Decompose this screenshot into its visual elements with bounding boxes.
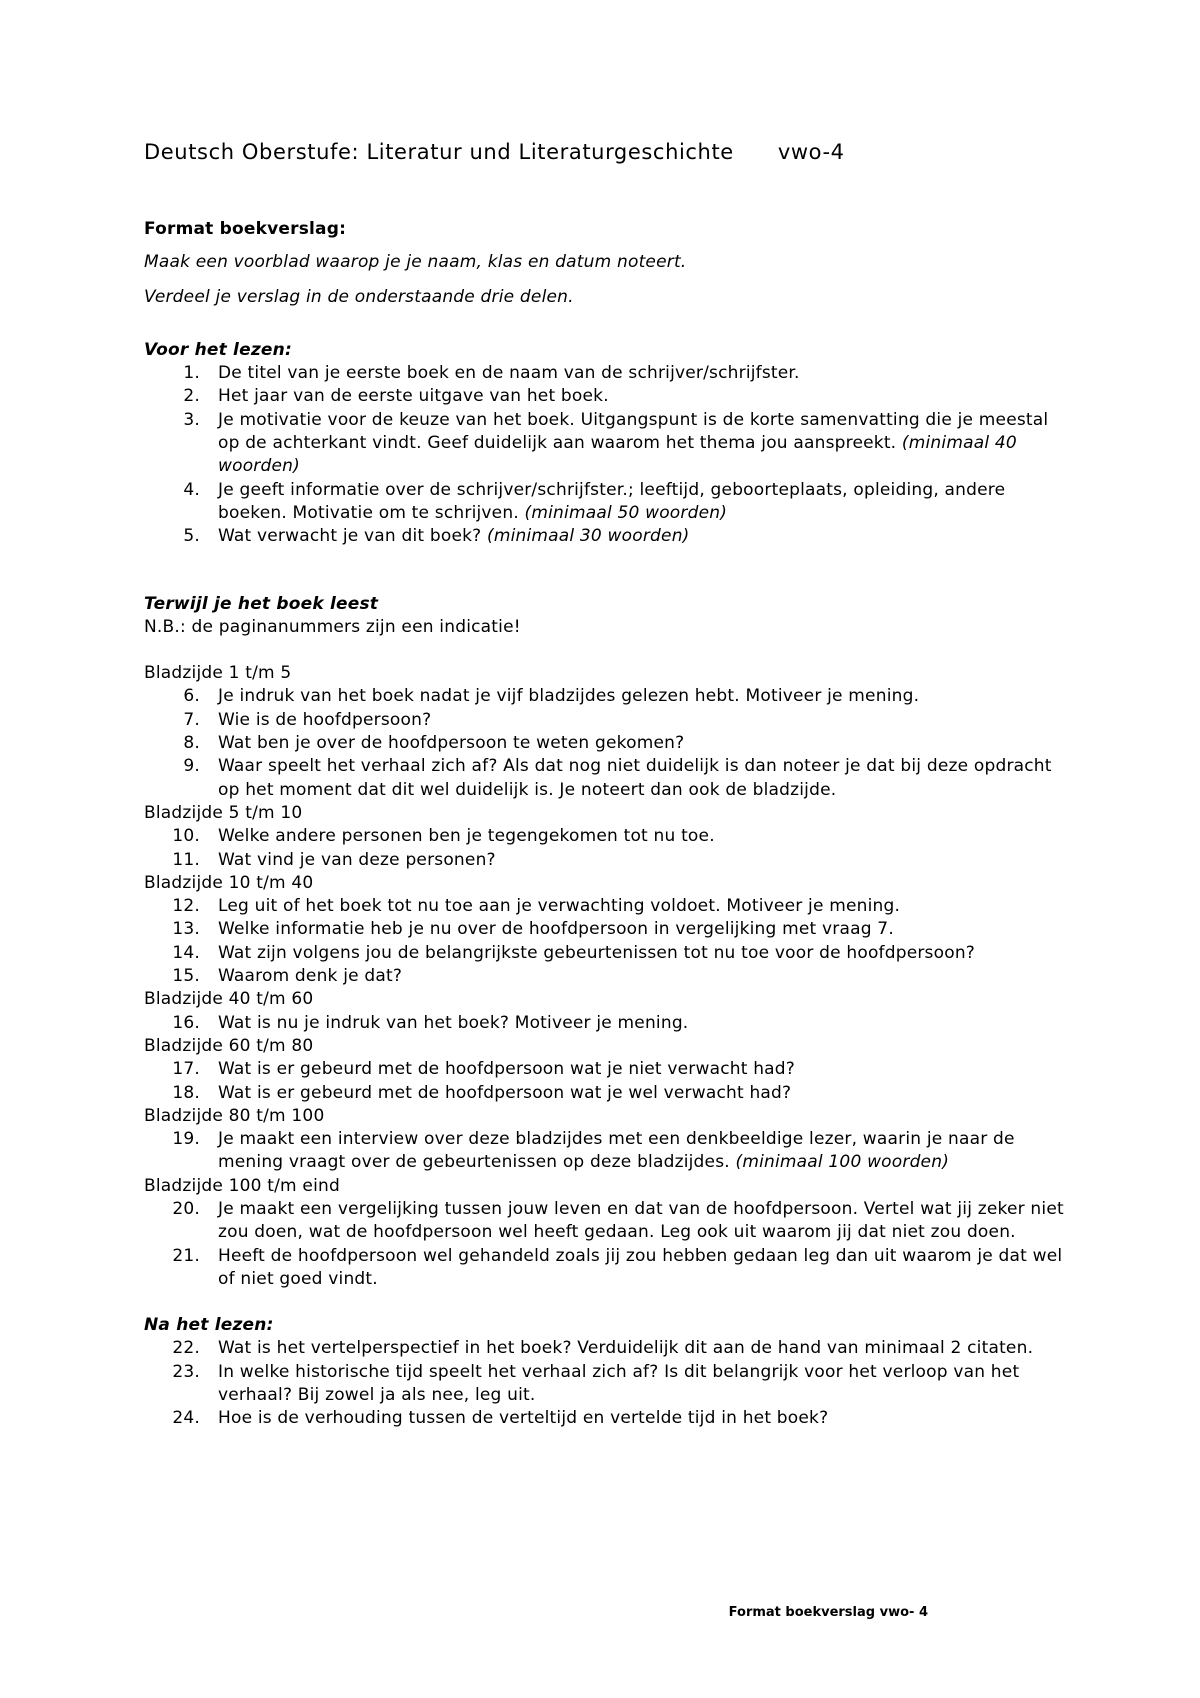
page-footer: Format boekverslag vwo- 4: [728, 1605, 928, 1620]
question-item: [144, 849, 1064, 872]
question-text: Wat vind je van deze personen?: [218, 849, 496, 870]
question-text: Wat verwacht je van dit boek?: [218, 526, 482, 547]
question-list: [144, 1198, 1064, 1291]
question-item: [144, 732, 1064, 755]
course-title: Deutsch Oberstufe: Literatur und Literaturgeschichte: [144, 140, 734, 164]
question-item: [144, 1012, 1064, 1035]
question-list: [144, 895, 1064, 988]
question-number: 23.: [172, 1361, 200, 1382]
question-item: [144, 825, 1064, 848]
question-number: 15.: [172, 966, 200, 987]
question-number: 16.: [172, 1012, 200, 1033]
word-count-note: (minimaal 100 woorden): [735, 1152, 950, 1173]
question-list: [144, 825, 1064, 872]
word-count-note: (minimaal 50 woorden): [524, 502, 728, 523]
question-text: Wat is nu je indruk van het boek? Motiveer je mening.: [218, 1012, 689, 1033]
question-number: 14.: [172, 942, 200, 963]
question-text: Het jaar van de eerste uitgave van het boek.: [218, 386, 609, 407]
grade-label: vwo-4: [777, 140, 845, 164]
question-text: Je maakt een vergelijking tussen jouw leven en dat van de hoofdpersoon. Vertel wat jij zeker niet zou doen, wat de hoofdpersoon wel heeft gedaan. Leg ook uit waarom jij dat niet zou doen.: [218, 1198, 1064, 1243]
page-range-groups: [144, 662, 1064, 1291]
question-text: In welke historische tijd speelt het verhaal zich af? Is dit belangrijk voor het verloop van het verhaal? Bij zowel ja als nee, leg uit.: [218, 1361, 1020, 1406]
question-list: [144, 1012, 1064, 1035]
question-item: [144, 1337, 1064, 1360]
question-item: [144, 895, 1064, 918]
question-number: 9.: [183, 756, 200, 777]
question-text: Welke andere personen ben je tegengekomen tot nu toe.: [218, 826, 715, 847]
question-text: Wat is het vertelperspectief in het boek? Verduidelijk dit aan de hand van minimaal 2 citaten.: [218, 1338, 1034, 1359]
question-text: Je geeft informatie over de schrijver/schrijfster.; leeftijd, geboorteplaats, opleiding, andere boeken. Motivatie om te schrijven.: [218, 479, 1006, 523]
question-text: Leg uit of het boek tot nu toe aan je verwachting voldoet. Motiveer je mening.: [218, 896, 901, 917]
page-title: [144, 140, 845, 164]
question-list-voor: [144, 362, 1064, 548]
question-text: Je indruk van het boek nadat je vijf bladzijdes gelezen hebt. Motiveer je mening.: [218, 686, 920, 707]
question-number: 1.: [183, 363, 200, 384]
question-number: 19.: [172, 1129, 200, 1150]
word-count-note: (minimaal 40 woorden): [218, 433, 1017, 477]
question-number: 8.: [183, 733, 200, 754]
question-number: 24.: [172, 1408, 200, 1429]
question-list: [144, 1058, 1064, 1105]
section-heading-na: Na het lezen:: [144, 1315, 274, 1336]
question-item: [144, 709, 1064, 732]
question-item: [144, 409, 1064, 479]
question-item: [144, 1058, 1064, 1081]
question-list-na: [144, 1337, 1064, 1430]
word-count-note: (minimaal 30 woorden): [486, 526, 690, 547]
question-number: 21.: [172, 1245, 200, 1266]
question-text: De titel van je eerste boek en de naam van de schrijver/schrijfster.: [218, 363, 800, 384]
question-number: 17.: [172, 1059, 200, 1080]
question-number: 5.: [183, 526, 200, 547]
question-item: [144, 525, 1064, 548]
page-range-label: Bladzijde 80 t/m 100: [144, 1105, 325, 1126]
question-item: [144, 1407, 1064, 1430]
question-text: Je motivatie voor de keuze van het boek. Uitgangspunt is de korte samenvatting die je meestal op de achterkant vindt. Geef duidelijk aan waarom het thema jou aanspreekt.: [218, 409, 1049, 454]
question-text: Waarom denk je dat?: [218, 966, 403, 987]
question-number: 2.: [183, 386, 200, 407]
question-number: 20.: [172, 1198, 200, 1219]
question-text: Je maakt een interview over deze bladzijdes met een denkbeeldige lezer, waarin je naar de mening vraagt over de gebeurtenissen op deze bladzijdes.: [218, 1129, 1015, 1173]
question-item: [144, 685, 1064, 708]
document-body: [144, 218, 1064, 1431]
question-text: Hoe is de verhouding tussen de verteltijd en vertelde tijd in het boek?: [218, 1408, 829, 1429]
question-item: [144, 755, 1064, 802]
question-number: 6.: [183, 686, 200, 707]
question-text: Wie is de hoofdpersoon?: [218, 709, 432, 730]
question-text: Wat is er gebeurd met de hoofdpersoon wat je wel verwacht had?: [218, 1082, 792, 1103]
intro-line-2: Verdeel je verslag in de onderstaande drie delen.: [144, 286, 574, 307]
question-text: Waar speelt het verhaal zich af? Als dat nog niet duidelijk is dan noteer je dat bij deze opdracht op het moment dat dit wel duidelijk is. Je noteert dan ook de bladzijde.: [218, 756, 1052, 800]
question-number: 22.: [172, 1338, 200, 1359]
question-item: [144, 1245, 1064, 1292]
question-item: [144, 965, 1064, 988]
page-range-label: Bladzijde 5 t/m 10: [144, 802, 303, 823]
question-item: [144, 385, 1064, 408]
question-text: Wat ben je over de hoofdpersoon te weten gekomen?: [218, 733, 685, 754]
section-heading-terwijl: Terwijl je het boek leest: [144, 593, 379, 614]
question-item: [144, 362, 1064, 385]
question-item: [144, 1082, 1064, 1105]
question-text: Welke informatie heb je nu over de hoofdpersoon in vergelijking met vraag 7.: [218, 919, 894, 940]
question-item: [144, 1198, 1064, 1245]
question-number: 3.: [183, 409, 200, 430]
question-list: [144, 1128, 1064, 1175]
question-list: [144, 685, 1064, 801]
question-text: Wat zijn volgens jou de belangrijkste gebeurtenissen tot nu toe voor de hoofdpersoon?: [218, 942, 976, 963]
question-number: 11.: [172, 849, 200, 870]
page-range-label: Bladzijde 100 t/m eind: [144, 1175, 340, 1196]
intro-line-1: Maak een voorblad waarop je je naam, klas en datum noteert.: [144, 252, 687, 273]
nb-note: N.B.: de paginanummers zijn een indicatie!: [144, 616, 521, 637]
question-number: 12.: [172, 896, 200, 917]
question-number: 4.: [183, 479, 200, 500]
question-number: 13.: [172, 919, 200, 940]
question-item: [144, 1128, 1064, 1175]
format-heading: Format boekverslag:: [144, 219, 347, 239]
question-number: 7.: [183, 709, 200, 730]
question-item: [144, 942, 1064, 965]
question-item: [144, 918, 1064, 941]
question-item: [144, 1361, 1064, 1408]
section-heading-voor: Voor het lezen:: [144, 339, 292, 360]
question-item: [144, 479, 1064, 526]
question-number: 18.: [172, 1082, 200, 1103]
question-text: Heeft de hoofdpersoon wel gehandeld zoals jij zou hebben gedaan leg dan uit waarom je dat wel of niet goed vindt.: [218, 1245, 1063, 1289]
page-range-label: Bladzijde 60 t/m 80: [144, 1035, 314, 1056]
page-range-label: Bladzijde 1 t/m 5: [144, 663, 292, 684]
page-range-label: Bladzijde 10 t/m 40: [144, 872, 314, 893]
question-number: 10.: [172, 826, 200, 847]
question-text: Wat is er gebeurd met de hoofdpersoon wat je niet verwacht had?: [218, 1059, 796, 1080]
page-range-label: Bladzijde 40 t/m 60: [144, 989, 314, 1010]
